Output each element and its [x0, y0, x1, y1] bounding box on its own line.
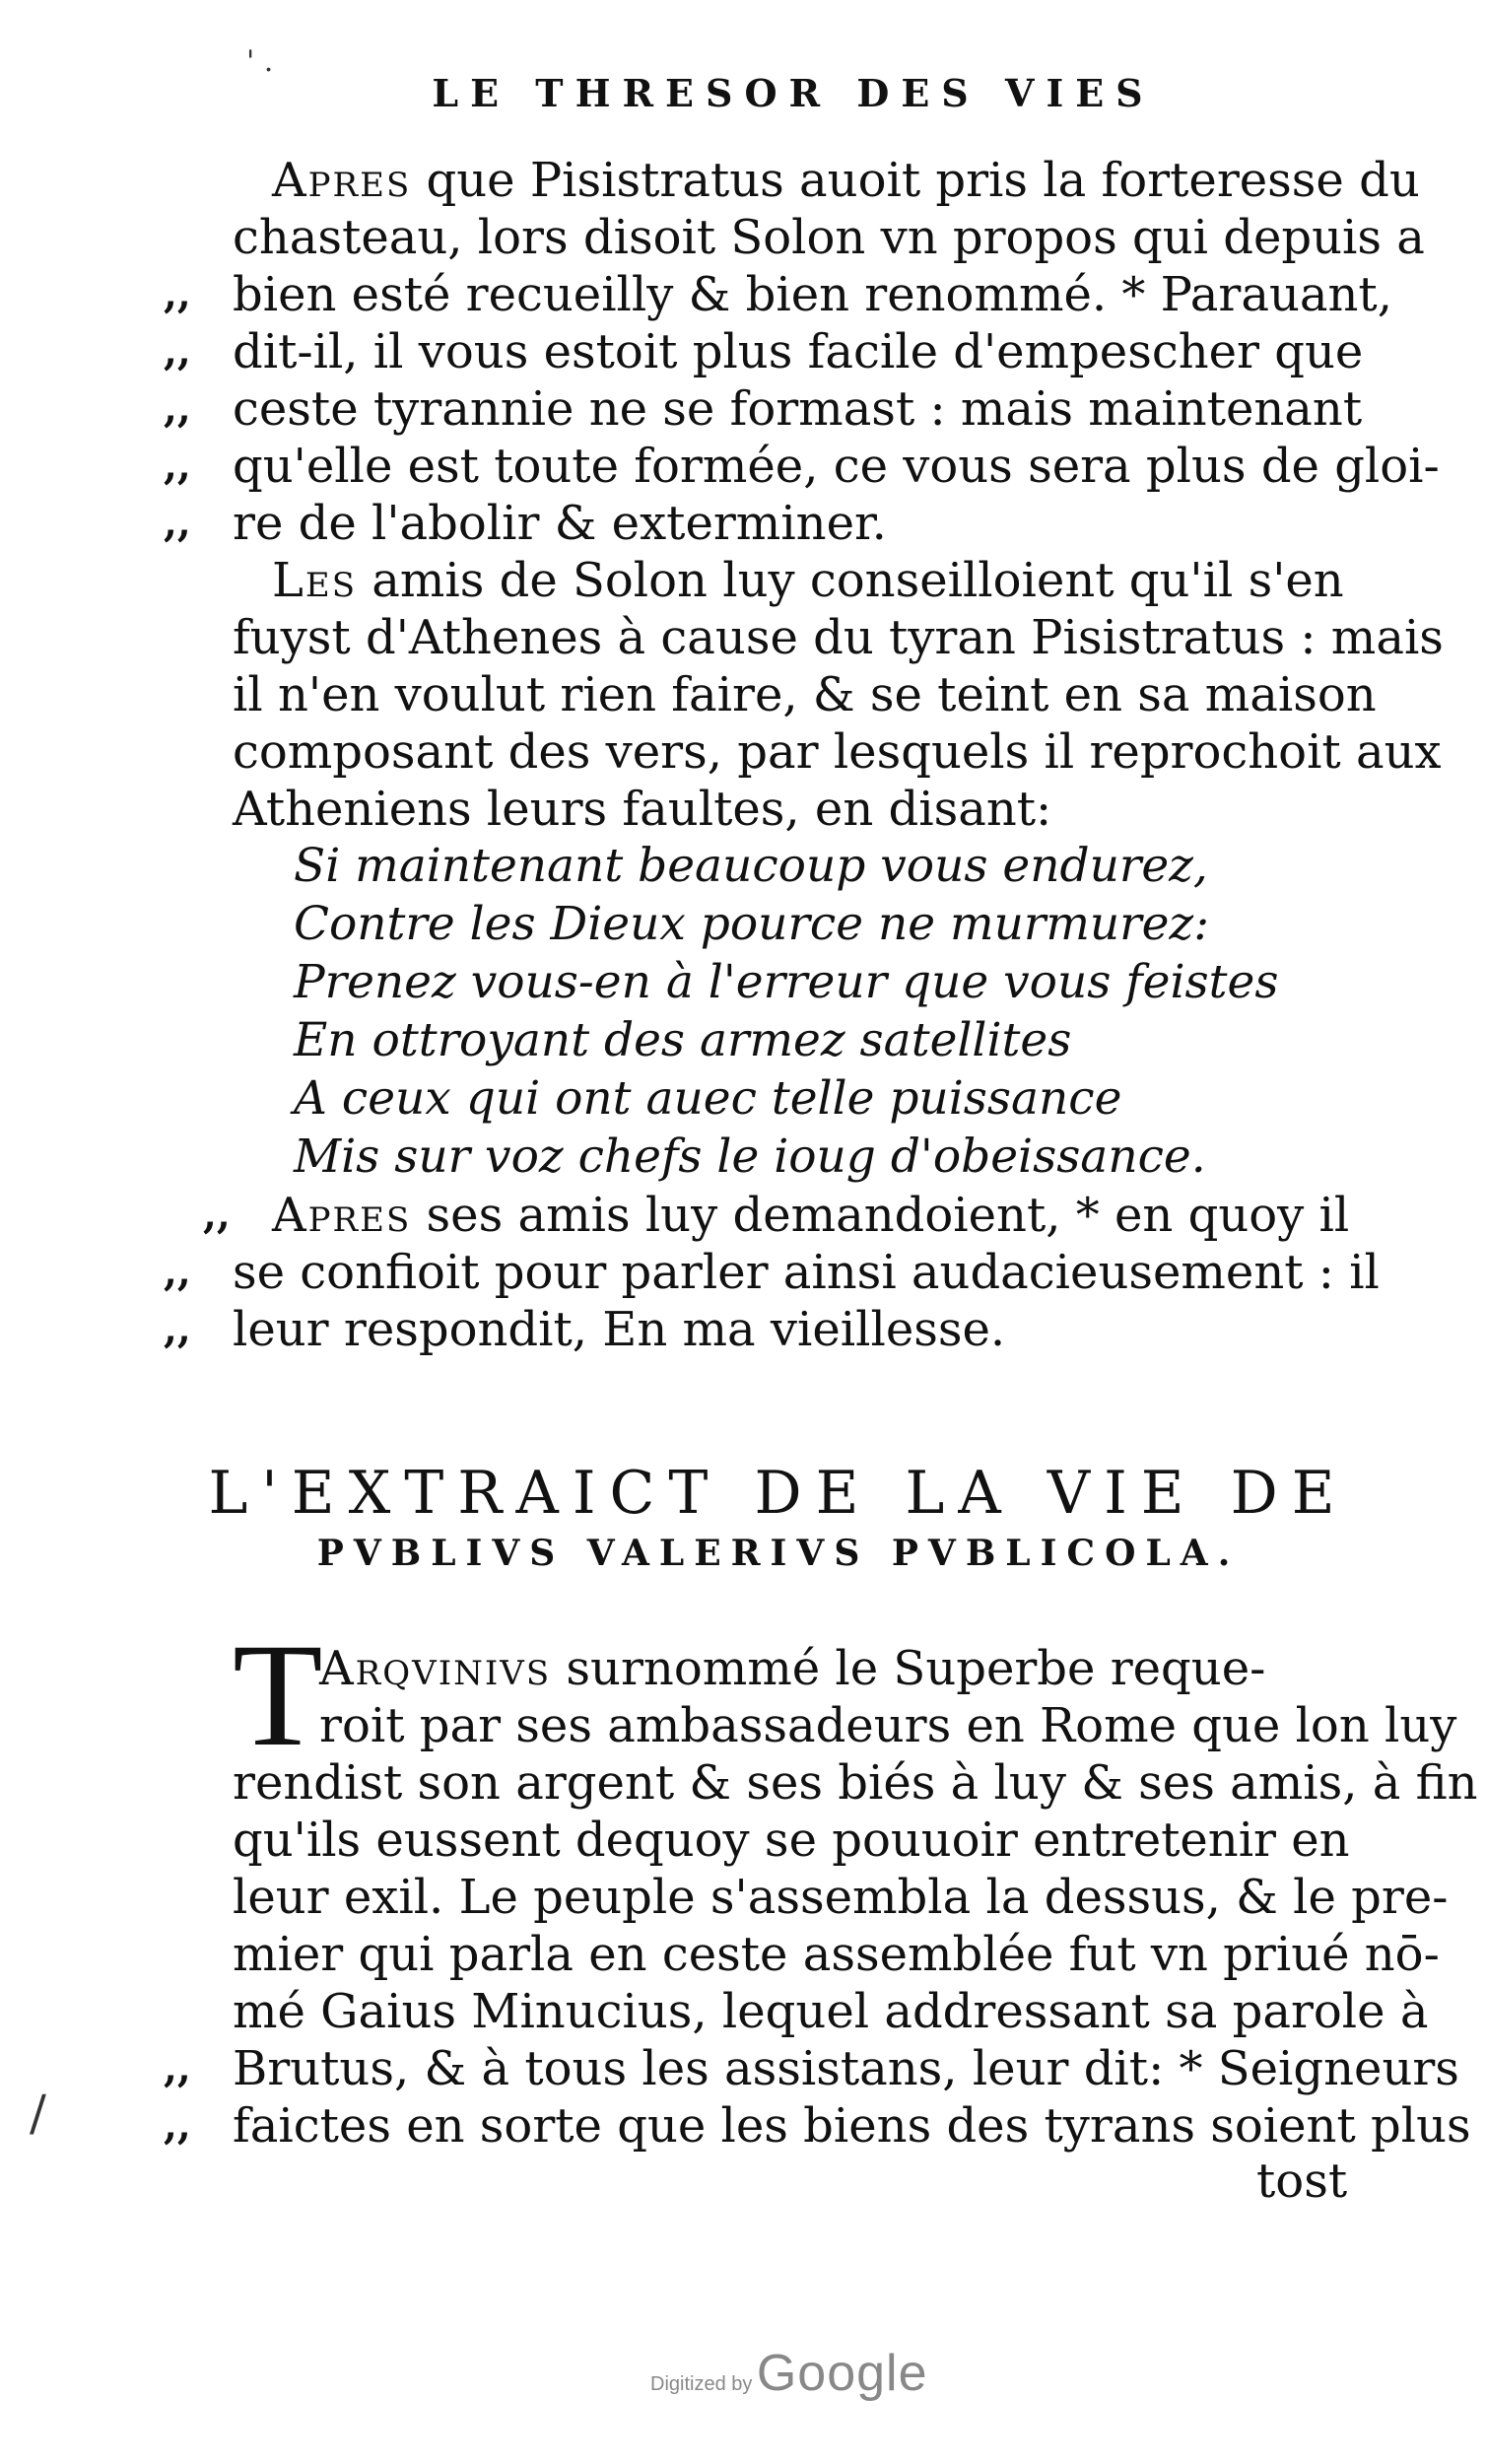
line-text: qu'ils eussent dequoy se pouuoir entretenir en [233, 1813, 1350, 1868]
line-text: qu'elle est toute formée, ce vous sera plus de gloi- [233, 439, 1440, 494]
text-line [272, 553, 1344, 608]
text-line [233, 667, 1377, 722]
digitized-by-google [650, 2344, 928, 2403]
verse-line: Mis sur voz chefs le ioug d'obeissance. [294, 1129, 1206, 1184]
text-line [233, 1755, 1478, 1811]
chapter-subheading: PVBLIVS VALERIVS PVBLICOLA. [316, 1533, 1241, 1574]
small-caps-word: Arqvinivs [319, 1641, 552, 1696]
text-line [233, 1984, 1428, 2039]
text-line [164, 439, 1440, 494]
text-line [319, 1641, 1265, 1696]
text-line [164, 267, 1392, 322]
line-text: leur exil. Le peuple s'assembla la dessus, & le pre- [233, 1870, 1449, 1925]
text-line [164, 324, 1364, 379]
text-line [233, 1870, 1448, 1925]
line-text: ceste tyrannie ne se formast : mais maintenant [233, 381, 1363, 437]
line-text: se confioit pour parler ainsi audacieusement : il [233, 1245, 1380, 1300]
small-caps-word: Les [272, 553, 357, 608]
line-text: re de l'abolir & exterminer. [233, 496, 887, 551]
line-text: Atheniens leurs faultes, en disant: [233, 782, 1052, 837]
text-line [164, 2041, 1459, 2096]
stray-mark: / [30, 2085, 46, 2142]
text-line [164, 496, 887, 551]
line-text: mé Gaius Minucius, lequel addressant sa parole à [233, 1984, 1429, 2039]
drop-cap: T [233, 1613, 323, 1777]
text-line [164, 1302, 1006, 1357]
quotation-mark: ,, [203, 1192, 231, 1238]
running-head: LE THRESOR DES VIES [432, 71, 1155, 115]
line-text: amis de Solon luy conseilloient qu'il s'en [357, 553, 1344, 608]
line-text: fuyst d'Athenes à cause du tyran Pisistratus : mais [233, 610, 1444, 665]
text-line [233, 1927, 1440, 1982]
line-text: faictes en sorte que les biens des tyrans soient plus [233, 2098, 1471, 2154]
quotation-mark: ,, [164, 2045, 191, 2091]
text-line [164, 381, 1363, 437]
text-line [233, 210, 1425, 265]
quotation-mark: ,, [164, 2102, 191, 2149]
verse-line: A ceux qui ont auec telle puissance [294, 1071, 1122, 1126]
verse-line: En ottroyant des armez satellites [294, 1013, 1072, 1067]
text-line [164, 1245, 1380, 1300]
text-line [319, 1698, 1456, 1753]
line-text: que Pisistratus auoit pris la forteresse du [411, 153, 1420, 208]
digitized-label: Digitized by [650, 2373, 753, 2395]
small-caps-word: Apres [272, 1188, 412, 1243]
text-line [233, 1813, 1350, 1868]
text-line [164, 2098, 1471, 2154]
stray-mark: ' . [246, 44, 274, 79]
line-text: roit par ses ambassadeurs en Rome que lon luy [319, 1698, 1457, 1753]
text-line [203, 1188, 1350, 1243]
line-text: bien esté recueilly & bien renommé. * Parauant, [233, 267, 1392, 322]
line-text: leur respondit, En ma vieillesse. [233, 1302, 1006, 1357]
line-text: Brutus, & à tous les assistans, leur dit: * Seigneurs [233, 2041, 1459, 2096]
line-text: rendist son argent & ses biés à luy & ses amis, à fin [233, 1755, 1478, 1811]
quotation-mark: ,, [164, 271, 191, 317]
quotation-mark: ,, [164, 328, 191, 375]
text-line [233, 724, 1442, 780]
google-logo: Google [756, 2345, 928, 2402]
line-text: il n'en voulut rien faire, & se teint en sa maison [233, 667, 1377, 722]
chapter-heading: L'EXTRAICT DE LA VIE DE [208, 1459, 1349, 1528]
text-line [233, 782, 1051, 837]
quotation-mark: ,, [164, 1306, 191, 1352]
line-text: mier qui parla en ceste assemblée fut vn priué nō- [233, 1927, 1440, 1982]
small-caps-word: Apres [272, 153, 412, 208]
verse-line: Prenez vous-en à l'erreur que vous feistes [294, 955, 1279, 1009]
line-text: surnommé le Superbe reque- [551, 1641, 1266, 1696]
quotation-mark: ,, [164, 443, 191, 489]
line-text: dit-il, il vous estoit plus facile d'empescher que [233, 324, 1364, 379]
catchword: tost [1256, 2154, 1348, 2209]
verse-line: Si maintenant beaucoup vous endurez, [294, 839, 1208, 893]
verse-line: Contre les Dieux pource ne murmurez: [294, 897, 1210, 951]
quotation-mark: ,, [164, 1249, 191, 1295]
line-text: ses amis luy demandoient, * en quoy il [411, 1188, 1350, 1243]
quotation-mark: ,, [164, 500, 191, 546]
quotation-mark: ,, [164, 385, 191, 432]
line-text: composant des vers, par lesquels il reprochoit aux [233, 724, 1442, 780]
line-text: chasteau, lors disoit Solon vn propos qui depuis a [233, 210, 1425, 265]
text-line [272, 153, 1420, 208]
text-line [233, 610, 1444, 665]
